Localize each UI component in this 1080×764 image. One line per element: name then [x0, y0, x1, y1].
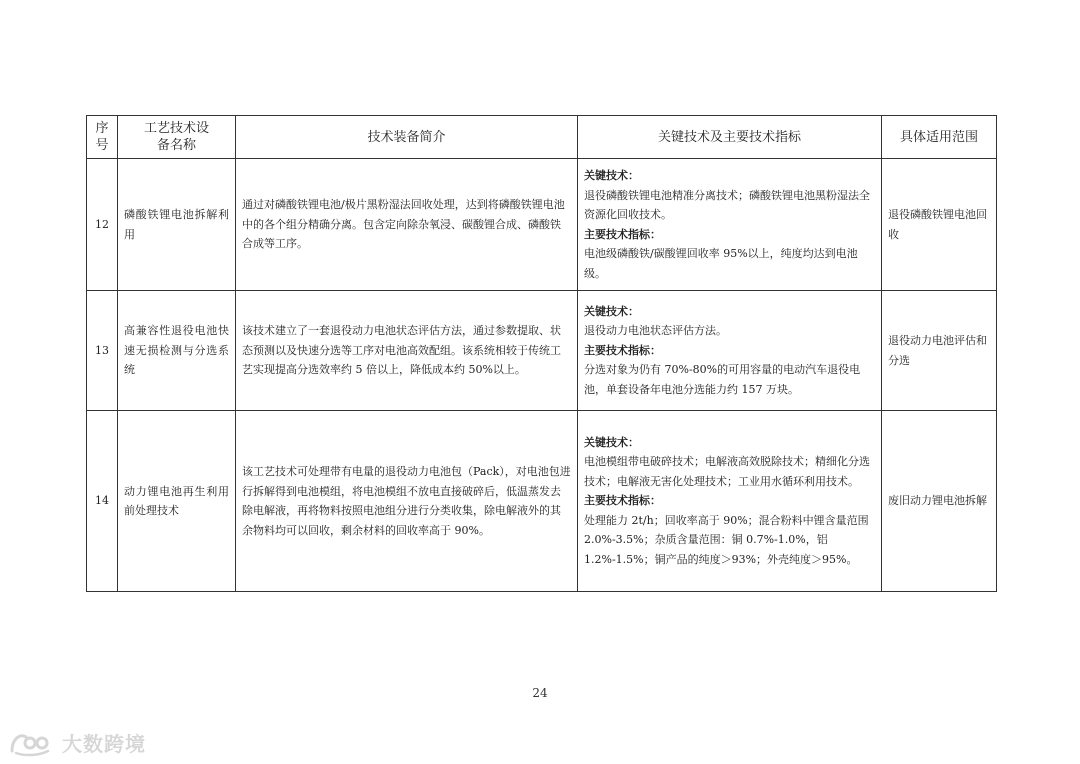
row-scope: 废旧动力锂电池拆解	[882, 411, 997, 592]
row-key-tech-cell	[578, 159, 882, 291]
row-number: 14	[87, 411, 118, 592]
row-process-name: 高兼容性退役电池快速无损检测与分选系统	[118, 291, 236, 411]
technology-table	[86, 115, 997, 592]
header-scope: 具体适用范围	[882, 116, 997, 159]
table-row	[87, 159, 997, 291]
watermark-text: 大数跨境	[62, 732, 146, 756]
key-tech-text: 退役磷酸铁锂电池精准分离技术；磷酸铁锂电池黑粉湿法全资源化回收技术。	[584, 188, 870, 221]
row-scope: 退役动力电池评估和分选	[882, 291, 997, 411]
main-index-label: 主要技术指标：	[584, 343, 661, 357]
key-tech-text: 退役动力电池状态评估方法。	[584, 324, 727, 338]
row-process-name: 动力锂电池再生利用前处理技术	[118, 411, 236, 592]
row-number: 13	[87, 291, 118, 411]
main-index-text: 分选对象为仍有 70%-80%的可用容量的电动汽车退役电池，单套设备年电池分选能力约 157 万块。	[584, 363, 861, 396]
header-intro: 技术装备简介	[236, 116, 578, 159]
brand-logo-icon	[8, 729, 56, 757]
row-intro: 该工艺技术可处理带有电量的退役动力电池包（Pack），对电池包进行拆解得到电池模组，将电池模组不放电直接破碎后，低温蒸发去除电解液，再将物料按照电池组分进行分类收集，除电解液外的其余物料均可以回收，剩余材料的回收率高于 90%。	[236, 411, 578, 592]
watermark	[8, 728, 146, 757]
key-tech-label: 关键技术：	[584, 304, 639, 318]
row-key-tech-cell	[578, 411, 882, 592]
key-tech-text: 电池模组带电破碎技术；电解液高效脱除技术；精细化分选技术；电解液无害化处理技术；工业用水循环利用技术。	[584, 455, 870, 488]
main-index-text: 电池级磷酸铁/碳酸锂回收率 95%以上，纯度均达到电池级。	[584, 247, 858, 280]
row-intro: 通过对磷酸铁锂电池/极片黑粉湿法回收处理，达到将磷酸铁锂电池中的各个组分精确分离。包含定向除杂氧浸、碳酸锂合成、磷酸铁合成等工序。	[236, 159, 578, 291]
row-process-name: 磷酸铁锂电池拆解利用	[118, 159, 236, 291]
row-scope: 退役磷酸铁锂电池回收	[882, 159, 997, 291]
table-row	[87, 411, 997, 592]
header-process-name: 工艺技术设备名称	[118, 116, 236, 159]
row-number: 12	[87, 159, 118, 291]
page-number: 24	[532, 686, 548, 700]
main-index-text: 处理能力 2t/h；回收率高于 90%；混合粉料中锂含量范围 2.0%-3.5%；杂质含量范围：铜 0.7%-1.0%，铝 1.2%-1.5%；铜产品的纯度＞93%；外壳纯度＞95%。	[584, 513, 869, 566]
header-key-tech: 关键技术及主要技术指标	[578, 116, 882, 159]
key-tech-label: 关键技术：	[584, 169, 639, 182]
main-index-label: 主要技术指标：	[584, 227, 661, 241]
header-index: 序号	[87, 116, 118, 159]
row-key-tech-cell	[578, 291, 882, 411]
table-row	[87, 291, 997, 411]
row-intro: 该技术建立了一套退役动力电池状态评估方法，通过参数提取、状态预测以及快速分选等工序对电池高效配组。该系统相较于传统工艺实现提高分选效率约 5 倍以上，降低成本约 50%以上。	[236, 291, 578, 411]
main-index-label: 主要技术指标：	[584, 494, 661, 508]
key-tech-label: 关键技术：	[584, 435, 639, 449]
table-header-row	[87, 116, 997, 159]
